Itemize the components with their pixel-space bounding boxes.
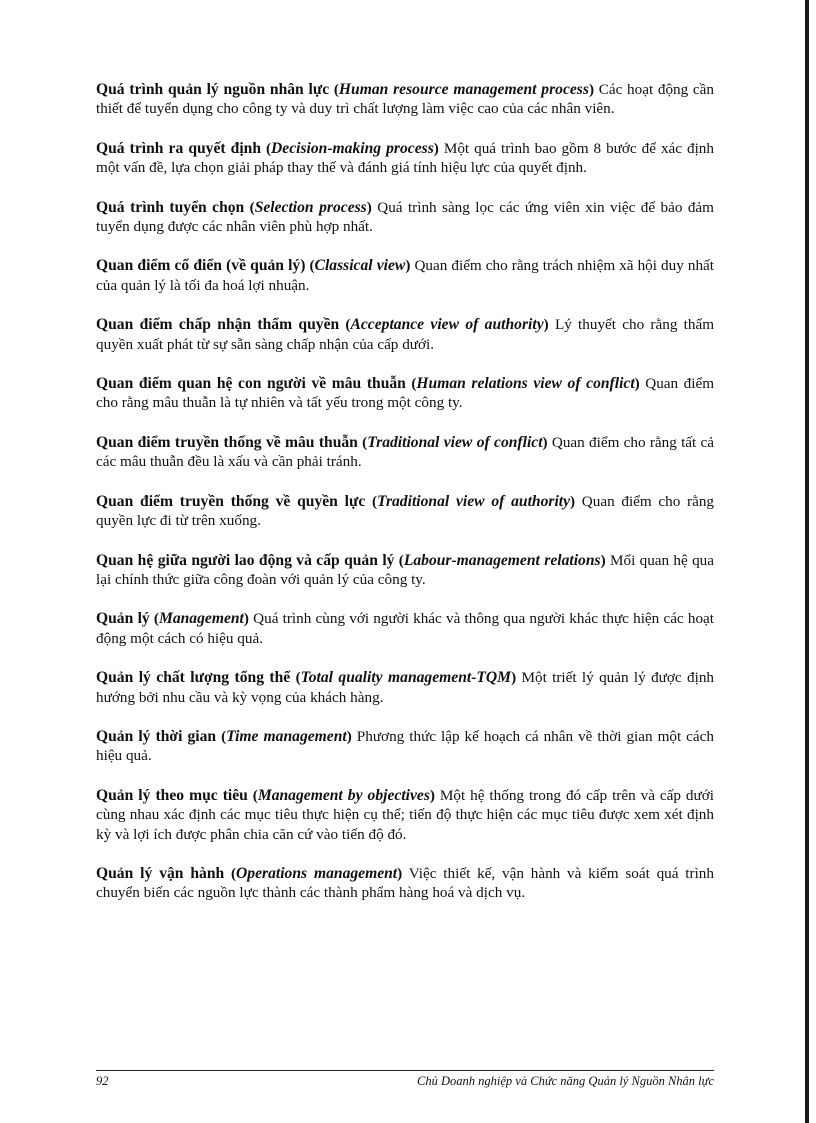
entry-term: Quản lý thời gian — [96, 727, 217, 745]
entry-definition: Quan điểm cho rằng quyền lực đi từ trên xuống. — [96, 492, 715, 530]
entry-english-term: Human resource management process — [338, 81, 589, 98]
glossary-entry: Quan điểm quan hệ con người về mâu thuẫn (Human relations view of conflict) Quan điểm cho rằng mâu thuẫn là tự nhiên và tất yếu trong một công ty. — [96, 375, 715, 412]
entry-definition: Quan điểm cho rằng tất cả các mâu thuẫn đều là xấu và cần phải tránh. — [96, 433, 715, 471]
scan-edge-line — [805, 0, 809, 1123]
entry-term: Quan điểm truyền thống về mâu thuẫn — [96, 433, 358, 451]
page-footer — [96, 1070, 714, 1089]
entry-english-term: Labour-management relations — [403, 551, 601, 569]
entry-term: Quan điểm cổ điển (về quản lý) — [96, 257, 306, 275]
entry-definition: Mối quan hệ qua lại chính thức giữa công đoàn với quản lý của công ty. — [96, 551, 715, 588]
entry-term: Quá trình ra quyết định — [96, 139, 261, 157]
entry-definition: Quá trình cùng với người khác và thông qua người khác thực hiện các hoạt động một cách có hiệu quả. — [96, 610, 715, 647]
glossary-entry: Quản lý (Management) Quá trình cùng với người khác và thông qua người khác thực hiện các hoạt động một cách có hiệu quả. — [96, 610, 715, 647]
entry-term: Quản lý vận hành — [96, 864, 225, 882]
entry-term: Quá trình quản lý nguồn nhân lực — [96, 81, 330, 98]
glossary-entry: Quản lý chất lượng tổng thể (Total quality management-TQM) Một triết lý quản lý được định hướng bởi nhu cầu và kỳ vọng của khách hàng. — [96, 669, 715, 706]
entry-definition: Quá trình sàng lọc các ứng viên xin việc để bảo đảm tuyển dụng được các nhân viên phù hợp nhất. — [96, 198, 714, 236]
entry-english-term: Management — [158, 610, 244, 628]
entry-english-term: Operations management — [236, 864, 398, 882]
entry-english-term: Decision-making process — [271, 139, 434, 157]
entry-english-term: Selection process — [254, 198, 367, 216]
entry-term: Quá trình tuyển chọn — [96, 198, 245, 216]
entry-term: Quản lý — [96, 610, 150, 628]
entry-english-term: Traditional view of authority — [377, 492, 571, 510]
entry-term: Quan điểm quan hệ con người về mâu thuẫn — [96, 375, 406, 393]
glossary-entry: Quan hệ giữa người lao động và cấp quản lý (Labour-management relations) Mối quan hệ qua lại chính thức giữa công đoàn với quản lý của công ty. — [96, 551, 715, 588]
glossary-entry: Quan điểm chấp nhận thẩm quyền (Acceptance view of authority) Lý thuyết cho rằng thẩm quyền xuất phát từ sự sẵn sàng chấp nhận của cấp dưới. — [96, 316, 715, 353]
page-number: 92 — [96, 1074, 109, 1088]
glossary-entry: Quản lý thời gian (Time management) Phương thức lập kế hoạch cá nhân về thời gian một cách hiệu quả. — [96, 727, 715, 765]
glossary-entry: Quan điểm truyền thống về quyền lực (Traditional view of authority) Quan điểm cho rằng quyền lực đi từ trên xuống. — [96, 492, 715, 530]
entry-english-term: Classical view — [314, 257, 406, 275]
glossary-entry: Quản lý theo mục tiêu (Management by objectives) Một hệ thống trong đó cấp trên và cấp dưới cùng nhau xác định các mục tiêu thực hiện cụ thể; tiến độ thực hiện các mục tiêu được xem xét định kỳ và lợi ích được phân chia căn cứ vào tiến độ đó. — [96, 786, 714, 843]
entry-english-term: Management by objectives — [257, 786, 430, 804]
entry-english-term: Traditional view of conflict — [367, 433, 543, 451]
entry-definition: Phương thức lập kế hoạch cá nhân về thời gian một cách hiệu quả. — [96, 727, 715, 765]
entry-definition: Việc thiết kế, vận hành và kiểm soát quá trình chuyển biến các nguồn lực thành các thành phẩm hàng hoá và dịch vụ. — [96, 864, 714, 902]
entry-definition: Quan điểm cho rằng trách nhiệm xã hội duy nhất của quản lý là tối đa hoá lợi nhuận. — [96, 257, 714, 294]
glossary-entry: Quá trình tuyển chọn (Selection process) Quá trình sàng lọc các ứng viên xin việc để bảo đảm tuyển dụng được các nhân viên phù hợp nhất. — [96, 198, 714, 236]
entry-definition: Một triết lý quản lý được định hướng bởi nhu cầu và kỳ vọng của khách hàng. — [96, 669, 715, 706]
entry-term: Quản lý chất lượng tổng thể — [96, 669, 291, 687]
glossary-entry: Quá trình ra quyết định (Decision-making process) Một quá trình bao gồm 8 bước để xác định một vấn đề, lựa chọn giải pháp thay thế và đánh giá tính hiệu lực của quyết định. — [96, 139, 714, 177]
glossary-entry: Quá trình quản lý nguồn nhân lực (Human resource management process) Các hoạt động cần thiết để tuyển dụng cho công ty và duy trì chất lượng làm việc cao của các nhân viên. — [96, 81, 715, 118]
entry-term: Quan điểm chấp nhận thẩm quyền — [96, 316, 340, 334]
entry-term: Quan điểm truyền thống về quyền lực — [96, 492, 366, 510]
entry-definition: Một quá trình bao gồm 8 bước để xác định một vấn đề, lựa chọn giải pháp thay thế và đánh giá tính hiệu lực của quyết định. — [96, 139, 714, 177]
entry-term: Quản lý theo mục tiêu — [96, 786, 248, 804]
book-title: Chủ Doanh nghiệp và Chức năng Quản lý Nguồn Nhân lực — [417, 1074, 714, 1088]
entry-english-term: Human relations view of conflict — [416, 375, 635, 393]
entry-definition: Lý thuyết cho rằng thẩm quyền xuất phát từ sự sẵn sàng chấp nhận của cấp dưới. — [96, 316, 715, 353]
entry-definition: Các hoạt động cần thiết để tuyển dụng cho công ty và duy trì chất lượng làm việc cao của các nhân viên. — [96, 81, 715, 118]
glossary-content — [96, 80, 714, 923]
entry-english-term: Acceptance view of authority — [350, 316, 544, 334]
entry-definition: Quan điểm cho rằng mâu thuẫn là tự nhiên và tất yếu trong một công ty. — [96, 375, 715, 412]
glossary-entry: Quản lý vận hành (Operations management) Việc thiết kế, vận hành và kiểm soát quá trình chuyển biến các nguồn lực thành các thành phẩm hàng hoá và dịch vụ. — [96, 864, 714, 902]
glossary-entry: Quan điểm truyền thống về mâu thuẫn (Traditional view of conflict) Quan điểm cho rằng tất cả các mâu thuẫn đều là xấu và cần phải tránh. — [96, 433, 715, 471]
entry-english-term: Total quality management-TQM — [300, 669, 512, 687]
glossary-entry: Quan điểm cổ điển (về quản lý) (Classical view) Quan điểm cho rằng trách nhiệm xã hội duy nhất của quản lý là tối đa hoá lợi nhuận. — [96, 257, 714, 294]
entry-english-term: Time management — [226, 727, 347, 745]
entry-definition: Một hệ thống trong đó cấp trên và cấp dưới cùng nhau xác định các mục tiêu thực hiện cụ thể; tiến độ thực hiện các mục tiêu được xem xét định kỳ và lợi ích được phân chia căn cứ vào tiến độ đó. — [96, 786, 714, 843]
entry-term: Quan hệ giữa người lao động và cấp quản lý — [96, 551, 395, 569]
